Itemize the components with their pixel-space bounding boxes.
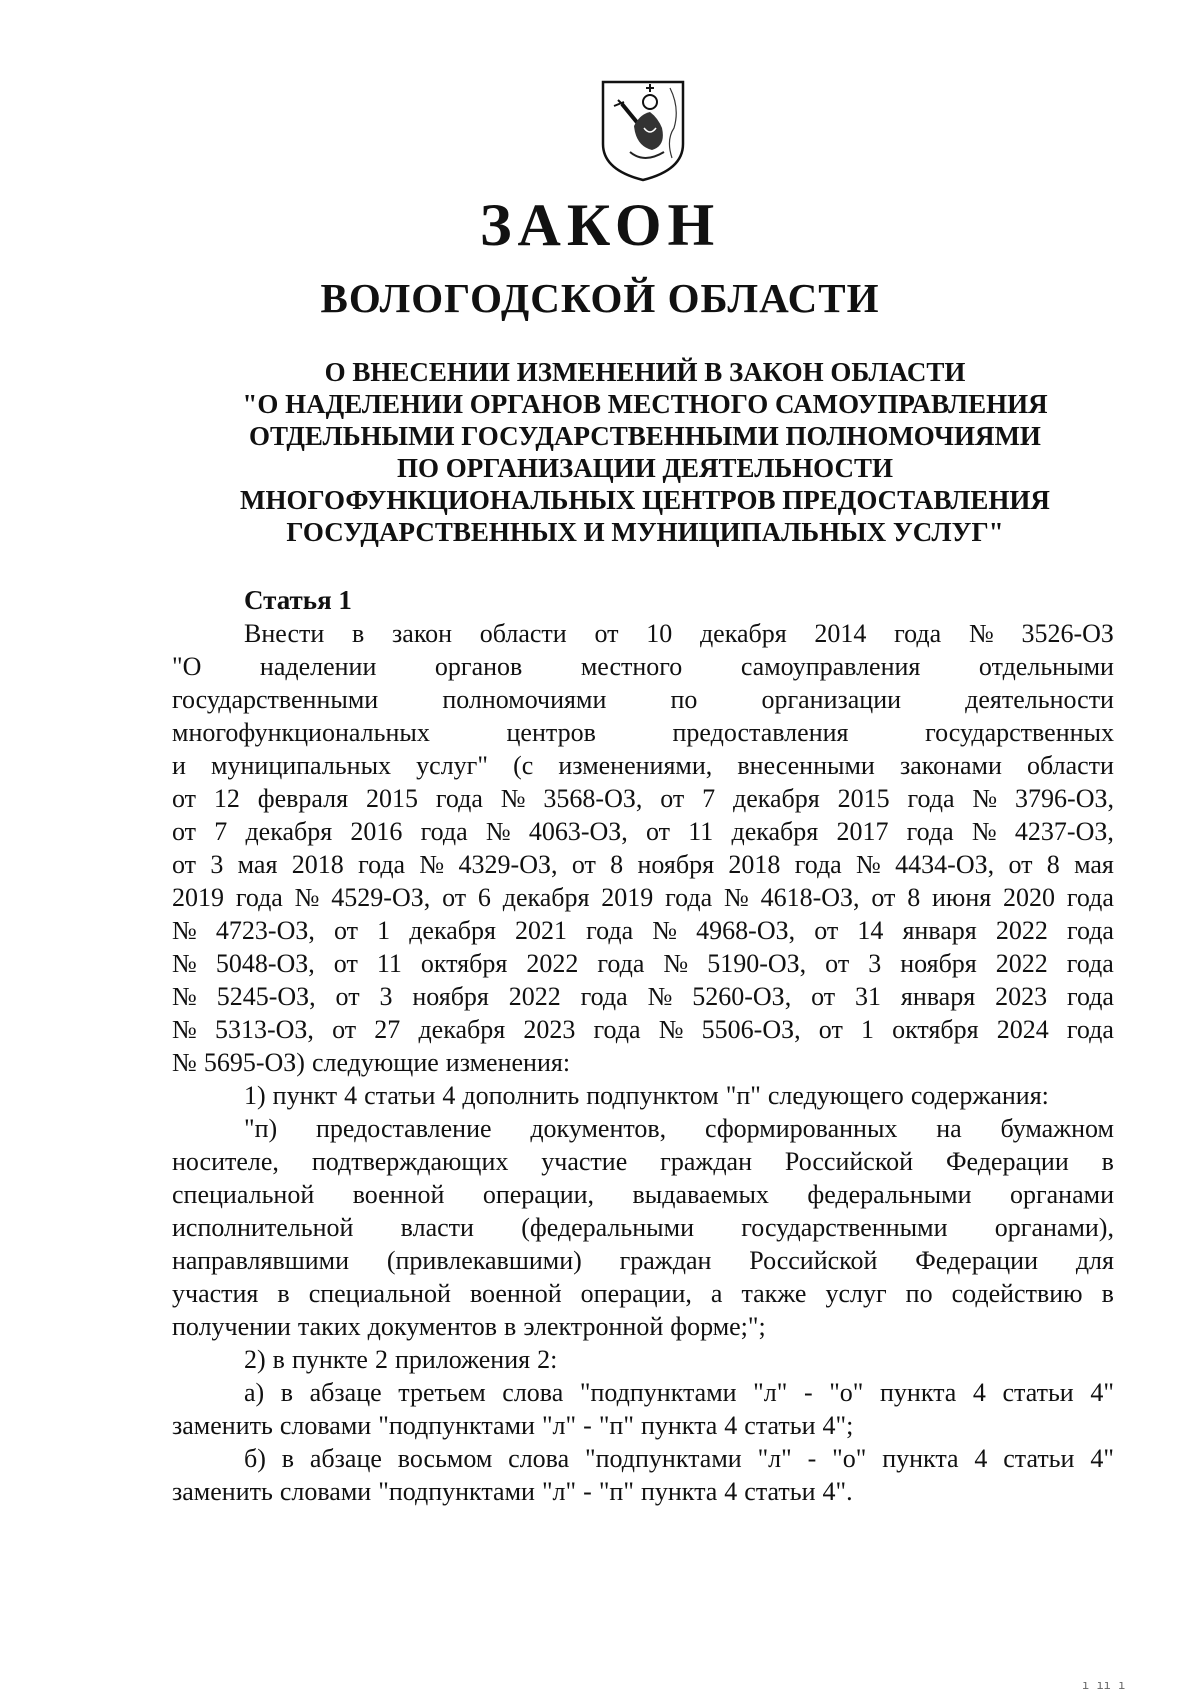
document-heading (200, 356, 1090, 548)
body-line: № 5695-ОЗ) следующие изменения: (172, 1048, 571, 1077)
body-line: специальной военной операции, выдаваемых федеральными органами (172, 1180, 1114, 1209)
heading-line: ГОСУДАРСТВЕННЫХ И МУНИЦИПАЛЬНЫХ УСЛУГ" (286, 517, 1004, 547)
body-line: от 3 мая 2018 года № 4329-ОЗ, от 8 ноября 2018 года № 4434-ОЗ, от 8 мая (172, 850, 1114, 879)
body-line: "п) предоставление документов, сформированных на бумажном (244, 1114, 1114, 1143)
body-line: исполнительной власти (федеральными государственными органами), (172, 1213, 1114, 1242)
body-line: "О наделении органов местного самоуправления отдельными (172, 652, 1114, 681)
body-line: № 5048-ОЗ, от 11 октября 2022 года № 5190-ОЗ, от 3 ноября 2022 года (172, 949, 1114, 978)
scan-marks: ı ıı ı (1082, 1678, 1126, 1692)
heading-line: "О НАДЕЛЕНИИ ОРГАНОВ МЕСТНОГО САМОУПРАВЛЕНИЯ (242, 389, 1048, 419)
body-line: государственными полномочиями по организации деятельности (172, 685, 1114, 714)
body-line: многофункциональных центров предоставления государственных (172, 718, 1114, 747)
region-title: ВОЛОГОДСКОЙ ОБЛАСТИ (320, 275, 880, 321)
body-line: 2019 года № 4529-ОЗ, от 6 декабря 2019 года № 4618-ОЗ, от 8 июня 2020 года (172, 883, 1114, 912)
coat-of-arms-emblem (600, 78, 686, 182)
body-line: заменить словами "подпунктами "л" - "п" пункта 4 статьи 4". (172, 1477, 853, 1506)
article-title: Статья 1 (244, 585, 352, 615)
body-line: Внести в закон области от 10 декабря 2014 года № 3526-ОЗ (244, 619, 1114, 648)
body-line: направлявшими (привлекавшими) граждан Российской Федерации для (172, 1246, 1114, 1275)
body-line: 1) пункт 4 статьи 4 дополнить подпунктом "п" следующего содержания: (244, 1081, 1049, 1110)
law-title: ЗАКОН (479, 192, 721, 258)
body-line: № 4723-ОЗ, от 1 декабря 2021 года № 4968-ОЗ, от 14 января 2022 года (172, 916, 1114, 945)
heading-line: О ВНЕСЕНИИ ИЗМЕНЕНИЙ В ЗАКОН ОБЛАСТИ (324, 357, 966, 387)
body-line: и муниципальных услуг" (с изменениями, внесенными законами области (172, 751, 1114, 780)
heading-line: МНОГОФУНКЦИОНАЛЬНЫХ ЦЕНТРОВ ПРЕДОСТАВЛЕНИЯ (240, 485, 1050, 515)
body-line: носителе, подтверждающих участие граждан Российской Федерации в (172, 1147, 1114, 1176)
body-line: № 5313-ОЗ, от 27 декабря 2023 года № 5506-ОЗ, от 1 октября 2024 года (172, 1015, 1114, 1044)
body-line: а) в абзаце третьем слова "подпунктами "л" - "о" пункта 4 статьи 4" (244, 1378, 1114, 1407)
body-line: заменить словами "подпунктами "л" - "п" пункта 4 статьи 4"; (172, 1411, 854, 1440)
body-line: получении таких документов в электронной форме;"; (172, 1312, 766, 1341)
article-body (172, 617, 1114, 1508)
body-line: участия в специальной военной операции, а также услуг по содействию в (172, 1279, 1114, 1308)
body-line: б) в абзаце восьмом слова "подпунктами "л" - "о" пункта 4 статьи 4" (244, 1444, 1114, 1473)
body-line: 2) в пункте 2 приложения 2: (244, 1345, 558, 1374)
heading-line: ПО ОРГАНИЗАЦИИ ДЕЯТЕЛЬНОСТИ (396, 453, 894, 483)
body-line: № 5245-ОЗ, от 3 ноября 2022 года № 5260-ОЗ, от 31 января 2023 года (172, 982, 1114, 1011)
body-line: от 12 февраля 2015 года № 3568-ОЗ, от 7 декабря 2015 года № 3796-ОЗ, (172, 784, 1114, 813)
heading-line: ОТДЕЛЬНЫМИ ГОСУДАРСТВЕННЫМИ ПОЛНОМОЧИЯМИ (249, 421, 1041, 451)
body-line: от 7 декабря 2016 года № 4063-ОЗ, от 11 декабря 2017 года № 4237-ОЗ, (172, 817, 1114, 846)
